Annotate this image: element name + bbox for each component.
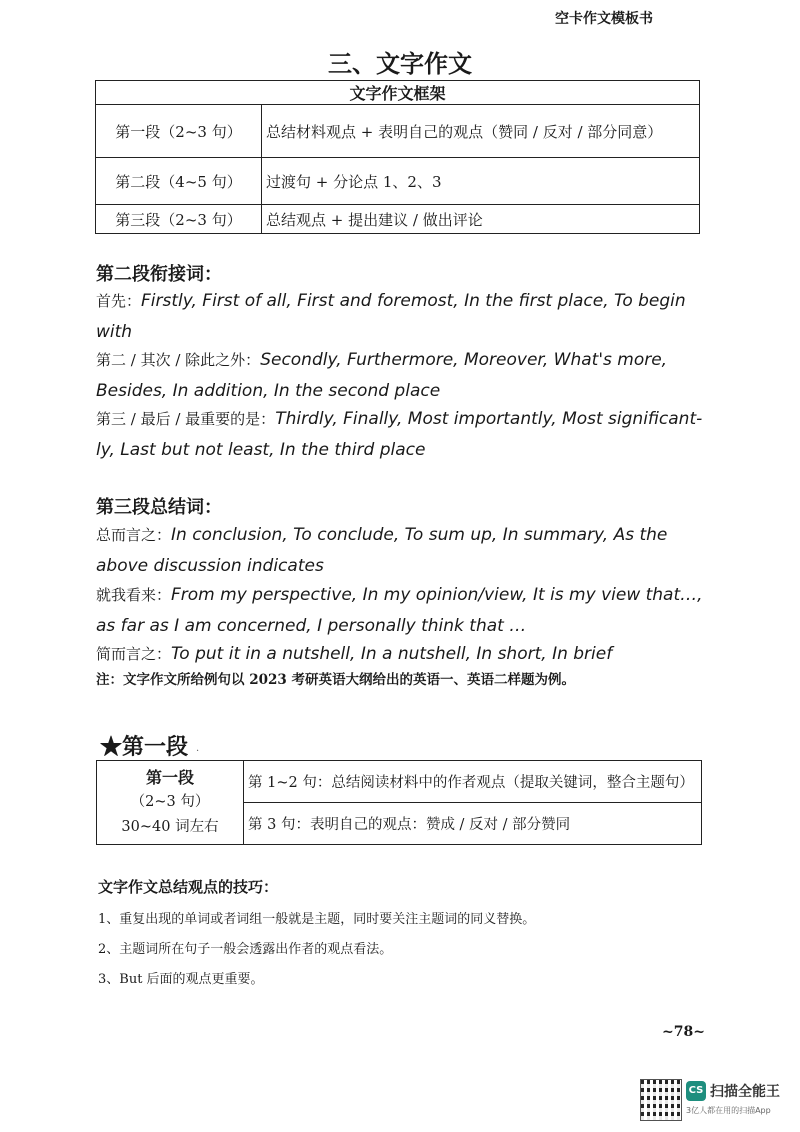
scanner-app-name: 扫描全能王: [710, 1084, 780, 1100]
stray-dot: ·: [196, 746, 200, 757]
tip-item: 3、But 后面的观点更重要。: [98, 972, 264, 987]
item-text: In conclusion, To conclude, To sum up, In summary, As the above discussion indicates: [96, 525, 668, 576]
para2-item-1: [96, 286, 706, 347]
row-content: 总结材料观点 + 表明自己的观点（赞同 / 反对 / 部分同意）: [262, 105, 700, 158]
first-section-table: [96, 760, 702, 845]
tip-item: 2、主题词所在句子一般会透露出作者的观点看法。: [98, 942, 393, 957]
para2-item-3: [96, 404, 706, 465]
item-label: 就我看来：: [96, 586, 172, 604]
scanner-app-tagline: 3亿人都在用的扫描App: [686, 1106, 771, 1115]
row-label: 第三段（2~3 句）: [96, 205, 262, 234]
first-section-summary: [97, 761, 244, 845]
item-label: 第三 / 最后 / 最重要的是：: [96, 410, 276, 428]
section-title: 三、文字作文: [328, 49, 472, 78]
tips-title: 文字作文总结观点的技巧：: [98, 878, 279, 896]
para2-item-2: [96, 345, 706, 406]
row-content: 总结观点 + 提出建议 / 做出评论: [262, 205, 700, 234]
summary-title: 第一段: [145, 768, 194, 787]
header-book-title: 空卡作文模板书: [555, 11, 653, 27]
para3-item-2: [96, 580, 706, 641]
row-content: 过渡句 + 分论点 1、2、3: [262, 158, 700, 205]
camscanner-logo-icon: CS: [686, 1081, 706, 1101]
item-label: 总而言之：: [96, 526, 172, 544]
row-label: 第二段（4~5 句）: [96, 158, 262, 205]
item-text: Firstly, First of all, First and foremost, In the first place, To begin with: [96, 291, 686, 342]
first-section-row-2: 第 3 句：表明自己的观点：赞成 / 反对 / 部分赞同: [244, 803, 702, 845]
para3-item-3: [96, 639, 706, 670]
row-label: 第一段（2~3 句）: [96, 105, 262, 158]
item-text: To put it in a nutshell, In a nutshell, In short, In brief: [171, 644, 613, 664]
para2-heading: 第二段衔接词：: [96, 264, 222, 285]
item-text: Secondly, Furthermore, Moreover, What's more, Besides, In addition, In the second place: [96, 350, 668, 401]
framework-table: [95, 80, 700, 234]
first-section-title: ★第一段: [100, 734, 189, 760]
first-section-row-1: 第 1~2 句：总结阅读材料中的作者观点（提取关键词，整合主题句）: [244, 761, 702, 803]
table-row: [96, 205, 700, 234]
tip-item: 1、重复出现的单词或者词组一般就是主题，同时要关注主题词的同义替换。: [98, 912, 536, 927]
para3-heading: 第三段总结词：: [96, 497, 222, 518]
item-label: 简而言之：: [96, 645, 172, 663]
item-text: Thirdly, Finally, Most importantly, Most significant-ly, Last but not least, In the third place: [96, 409, 703, 460]
item-text: From my perspective, In my opinion/view, It is my view that…, as far as I am concerned, I personally think that …: [96, 585, 703, 636]
item-label: 首先：: [96, 292, 142, 310]
table-row: [96, 105, 700, 158]
summary-sentences: （2~3 句）: [130, 794, 210, 810]
para3-item-1: [96, 520, 706, 581]
summary-wordcount: 30~40 词左右: [121, 819, 219, 835]
framework-table-caption: 文字作文框架: [96, 81, 700, 105]
qr-code-icon: [640, 1079, 682, 1121]
item-label: 第二 / 其次 / 除此之外：: [96, 351, 261, 369]
footnote: 注：文字作文所给例句以 2023 考研英语大纲给出的英语一、英语二样题为例。: [96, 672, 575, 688]
table-row: [96, 158, 700, 205]
page-number: ~78~: [662, 1024, 705, 1040]
